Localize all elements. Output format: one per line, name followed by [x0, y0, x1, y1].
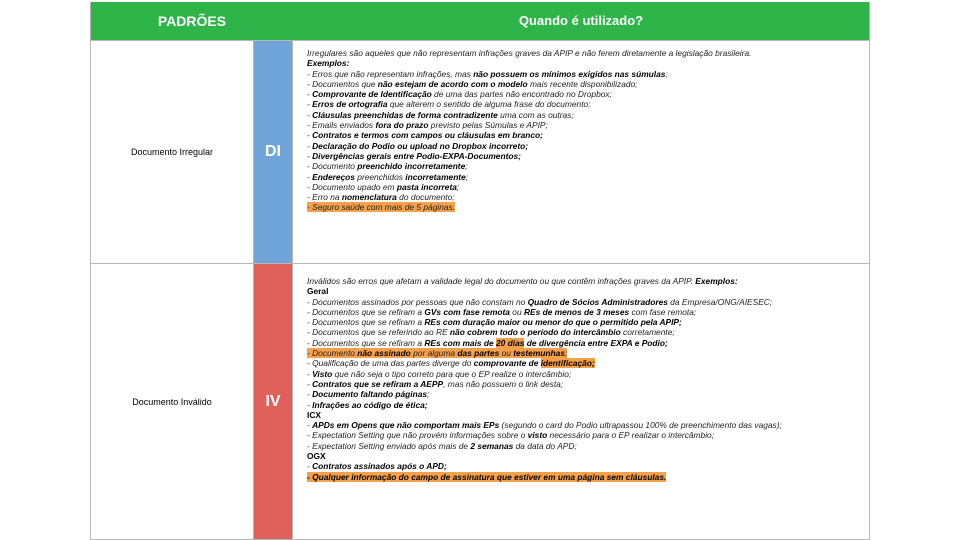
description-line: [307, 327, 863, 337]
text-run: - Documentos que se referindo ao RE: [307, 327, 450, 338]
highlighted-text: ;: [564, 348, 568, 359]
text-run: ;: [665, 68, 668, 79]
highlighted-text: - Seguro saúde com mais de 5 páginas.: [307, 202, 456, 213]
text-run: - Expectation Setting que não provém informações sobre o: [307, 430, 528, 441]
text-run: Irregulares são aqueles que não representam infrações graves da APIP e não ferem diretamente a legislação brasileira.: [307, 48, 752, 58]
description-line: [307, 358, 863, 368]
text-run: (segundo o card do Podio ultrapassou 100% de preenchimento das vagas);: [499, 420, 782, 431]
description-line: [307, 297, 863, 307]
text-run: Contratos que se refiram a AEPP: [312, 378, 444, 389]
text-run: corretamente;: [620, 327, 675, 338]
text-run: Exemplos:: [307, 58, 350, 69]
description-line: [307, 99, 863, 109]
text-run: ou: [509, 306, 524, 317]
row-name: Documento Inválido: [132, 397, 212, 407]
text-run: APDs em Opens que não comportam mais EPs: [312, 420, 500, 431]
text-run: GVs com fase remota: [424, 306, 510, 317]
text-run: Divergências gerais entre Podio-EXPA-Documentos;: [312, 150, 521, 161]
text-run: - Documentos que se refiram a: [307, 306, 425, 317]
text-run: da Empresa/ONG/AIESEC;: [667, 296, 773, 307]
text-run: ;: [456, 181, 460, 192]
text-run: fora do prazo: [375, 120, 429, 131]
text-run: com fase remota;: [629, 306, 697, 317]
description-line: [307, 441, 863, 451]
description-line: [307, 400, 863, 410]
highlighted-text: ou: [499, 348, 514, 359]
text-run: - Emails enviados: [307, 120, 376, 131]
description-line: [307, 192, 863, 202]
text-run: ;: [465, 161, 468, 172]
standards-table: [90, 2, 870, 540]
description-line: [307, 348, 863, 358]
text-run: -: [307, 389, 313, 400]
text-run: da data do APD;: [513, 440, 577, 451]
table-header: [91, 2, 869, 40]
text-run: não estejam de acordo com o modelo: [377, 78, 528, 89]
description-line: [307, 89, 863, 99]
text-run: nomenclatura: [341, 192, 397, 203]
text-run: -: [307, 171, 313, 182]
text-run: REs de menos de 3 meses: [523, 306, 630, 317]
row-description: [307, 264, 863, 540]
text-run: -: [307, 130, 313, 141]
text-run: não cobrem todo o período do intercâmbio: [449, 327, 621, 338]
text-run: -: [307, 368, 313, 379]
text-run: Documento faltando páginas: [312, 389, 428, 400]
text-run: - Documentos que: [307, 78, 378, 89]
highlighted-text: testemunhas: [513, 348, 565, 359]
text-run: -: [307, 89, 313, 100]
description-line: [307, 110, 863, 120]
text-run: que não seja o tipo correto para que o EP realize o intercâmbio;: [332, 368, 572, 379]
description-line: [307, 151, 863, 161]
text-run: ICX: [307, 409, 321, 420]
text-run: - Documento: [307, 161, 358, 172]
text-run: do documento;: [396, 192, 455, 203]
text-run: -: [307, 461, 313, 472]
row-name: Documento Irregular: [130, 147, 214, 157]
text-run: Comprovante de Identificação: [312, 89, 432, 100]
text-run: REs com duração maior ou menor do que o permitido pela APIP;: [424, 317, 682, 328]
description-line: [307, 389, 863, 399]
text-run: -: [307, 399, 313, 410]
header-patterns: PADRÕES: [157, 13, 227, 29]
text-run: -: [307, 109, 313, 120]
text-run: , mas não possuem o link desta;: [443, 378, 564, 389]
text-run: -: [307, 150, 313, 161]
description-line: [307, 202, 863, 212]
text-run: - Documento upado em: [307, 181, 397, 192]
text-run: ;: [427, 389, 430, 400]
text-run: preenchido incorretamente: [357, 161, 466, 172]
text-run: Contratos e termos com campos ou cláusulas em branco;: [312, 130, 543, 141]
text-run: -: [307, 420, 313, 431]
text-run: OGX: [307, 451, 326, 462]
text-run: Geral: [307, 286, 329, 297]
highlighted-text: por alguma: [410, 348, 458, 359]
text-run: -: [307, 378, 313, 389]
highlighted-text: - Qualquer informação do campo de assinatura que estiver em uma página sem cláusulas.: [307, 471, 667, 482]
description-line: [307, 58, 863, 68]
text-run: - Qualificação de uma das partes diverge do: [307, 358, 474, 369]
text-run: Erros de ortografia: [312, 99, 388, 110]
description-line: [307, 161, 863, 171]
table-row-invalid: [91, 263, 869, 540]
text-run: ;: [465, 171, 469, 182]
highlighted-text: - Documento: [307, 348, 358, 359]
text-run: Inválidos são erros que afetam a validade legal do documento ou que contêm infrações graves da APIP.: [307, 276, 696, 286]
description-line: [307, 141, 863, 151]
text-run: uma com as outras;: [497, 109, 574, 120]
highlighted-text: 20 dias: [496, 337, 525, 348]
text-run: 2 semanas: [470, 440, 514, 451]
text-run: Endereços: [312, 171, 355, 182]
description-line: [307, 79, 863, 89]
text-run: - Erro na: [307, 192, 342, 203]
section-label: [307, 286, 863, 296]
row-description: [307, 41, 863, 263]
description-line: [307, 420, 863, 430]
description-line: [307, 461, 863, 471]
text-run: preenchidos: [354, 171, 406, 182]
description-line: [307, 430, 863, 440]
text-run: de uma das partes não encontrado no Dropbox;: [431, 89, 612, 100]
text-run: - Expectation Setting enviado após mais de: [307, 440, 471, 451]
code-badge-di: DI: [253, 41, 293, 263]
text-run: Infrações ao código de ética;: [312, 399, 428, 410]
text-run: pasta incorreta: [396, 181, 457, 192]
description-line: [307, 69, 863, 79]
description-line: [307, 369, 863, 379]
description-line: [307, 48, 863, 58]
description-line: [307, 307, 863, 317]
text-run: REs com mais de: [424, 337, 496, 348]
section-label: [307, 410, 863, 420]
description-line: [307, 276, 863, 286]
text-run: Declaração do Podio ou upload no Dropbox incorreto;: [312, 140, 529, 151]
description-line: [307, 130, 863, 140]
description-line: [307, 379, 863, 389]
description-line: [307, 317, 863, 327]
text-run: Visto: [312, 368, 333, 379]
highlighted-text: não assinado: [357, 348, 411, 359]
text-run: comprovante de: [473, 358, 541, 369]
text-run: não possuem os mínimos exigidos nas súmulas: [473, 68, 666, 79]
highlighted-text: das partes: [457, 348, 500, 359]
header-when-used: Quando é utilizado?: [518, 13, 644, 28]
description-line: [307, 172, 863, 182]
text-run: Quadro de Sócios Administradores: [527, 296, 668, 307]
text-run: - Erros que não representam infrações, mas: [307, 68, 474, 79]
text-run: visto: [527, 430, 548, 441]
description-line: [307, 120, 863, 130]
table-row-irregular: [91, 40, 869, 263]
section-label: [307, 451, 863, 461]
text-run: -: [307, 140, 313, 151]
description-line: [307, 338, 863, 348]
text-run: Cláusulas preenchidas de forma contradizente: [312, 109, 498, 120]
text-run: - Documentos que se refiram a: [307, 317, 425, 328]
description-line: [307, 182, 863, 192]
text-run: -: [307, 99, 313, 110]
text-run: previsto pelas Súmulas e APIP;: [428, 120, 548, 131]
code-badge-iv: IV: [253, 264, 293, 540]
text-run: necessário para o EP realizar o intercâmbio;: [547, 430, 715, 441]
text-run: Contratos assinados após o APD;: [312, 461, 447, 472]
text-run: Exemplos:: [695, 276, 738, 286]
text-run: - Documentos assinados por pessoas que não constam no: [307, 296, 528, 307]
text-run: - Documentos que se refiram a: [307, 337, 425, 348]
text-run: incorretamente: [405, 171, 466, 182]
highlighted-text: identificação;: [540, 358, 595, 369]
text-run: de divergência entre EXPA e Podio;: [524, 337, 668, 348]
description-line: [307, 472, 863, 482]
text-run: que alterem o sentido de alguma frase do documento;: [387, 99, 591, 110]
text-run: mais recente disponibilizado;: [527, 78, 638, 89]
